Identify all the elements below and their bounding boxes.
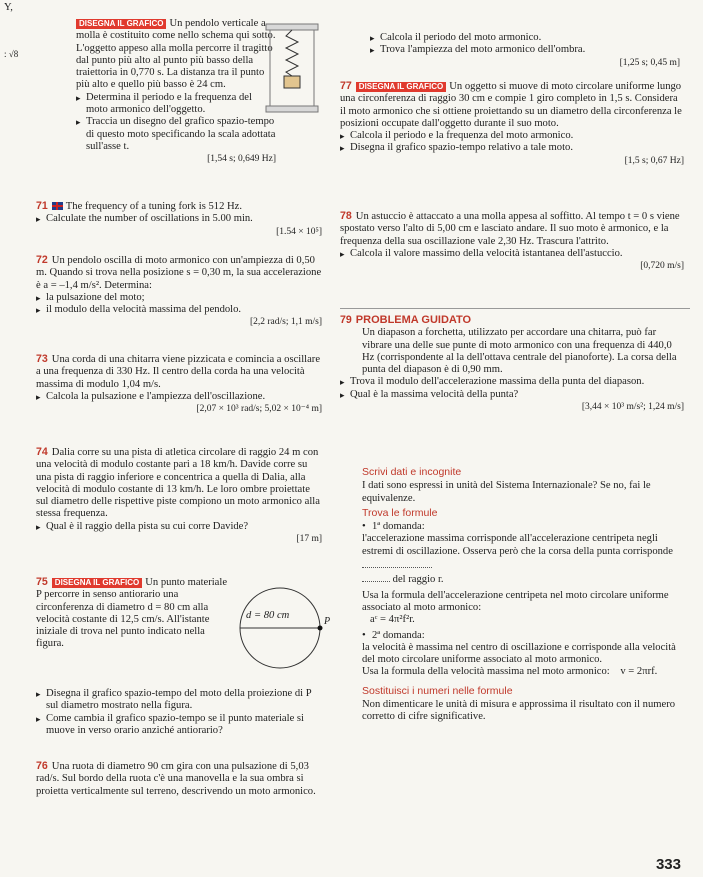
exercise-74 [36,446,322,545]
step-text: l'accelerazione massima corrisponde all'accelerazione centripeta negli estremi di oscillazione. Osserva però che la corsa della punta corrisponde [362,533,684,572]
english-flag-icon [52,202,63,210]
prev-exercise-questions [370,32,680,69]
question: ▸ la pulsazione del moto; [36,292,322,304]
step-subtitle: • 2ª domanda: [362,630,684,642]
exercise-78 [340,210,684,272]
answer: [17 m] [296,534,322,545]
question: ▸ Qual è il raggio della pista su cui corre Davide? [36,521,322,533]
question: ▸ Disegna il grafico spazio-tempo relativo a tale moto. [340,142,684,154]
blank-line [362,572,390,582]
step-text: I dati sono espressi in unità del Sistema Internazionale? Se no, fai le equivalenze. [362,480,651,504]
question: ▸ Calculate the number of oscillations in 5.00 min. [36,213,322,225]
step-heading: Scrivi dati e incognite [362,466,462,478]
exercise-71 [36,200,322,238]
step-subtitle: • 1ª domanda: [362,521,684,533]
draw-graph-tag: DISEGNA IL GRAFICO [76,19,166,29]
draw-graph-tag: DISEGNA IL GRAFICO [356,82,446,92]
divider [340,308,690,309]
question: ▸ Come cambia il grafico spazio-tempo se il punto materiale si muove in verso orario anziché antiorario? [36,713,326,738]
formula: aᶜ = 4π²f²r. [370,614,415,626]
exercise-72-text: 72 Un pendolo oscilla di moto armonico con un'ampiezza di 0,50 m. Quando si trova nella posizione s = 0,30 m, la sua accelerazione è a = –1,4 m/s². Determina: [36,254,322,291]
answer: [1,54 s; 0,649 Hz] [207,154,276,165]
margin-mark: : √8 [4,49,19,59]
answer: [2,2 rad/s; 1,1 m/s] [249,317,322,328]
question: ▸ Determina il periodo e la frequenza del moto armonico dell'oggetto. [76,92,276,117]
step-text: Usa la formula della velocità massima nel moto armonico: v = 2πrf. [362,666,658,678]
exercise-71-text: 71 The frequency of a tuning fork is 512 Hz. [36,200,243,212]
answer: [1,5 s; 0,67 Hz] [624,155,684,166]
answer: [3,44 × 10³ m/s²; 1,24 m/s] [581,402,684,413]
answer: [0,720 m/s] [640,261,684,272]
answer: [2,07 × 10³ rad/s; 5,02 × 10⁻⁴ m] [196,404,322,415]
formula: v = 2πrf. [620,666,658,678]
question: ▸ Disegna il grafico spazio-tempo del moto della proiezione di P sul diametro mostrato nella figura. [36,688,326,713]
exercise-77 [340,80,684,167]
exercise-79-text: Un diapason a forchetta, utilizzato per accordare una chitarra, può far vibrare una delle sue punte di moto armonico con una frequenza di 440,0 Hz (corrispondente al la dell'ottava centrale del pianoforte). La corsa della punta del diapason è di 0,90 mm. [362,327,677,376]
page-number: 333 [655,855,681,873]
step-text: la velocità è massima nel centro di oscillazione e corrisponde alla velocità del moto circolare uniforme associato al moto armonico. [362,641,676,666]
exercise-76 [36,760,332,798]
margin-mark: Y, [4,2,13,13]
circle-svg [230,580,330,680]
exercise-70 [76,18,276,166]
question: ▸ Trova il modulo dell'accelerazione massima della punta del diapason. [340,376,684,388]
spring-figure [262,22,322,117]
exercise-70-text: DISEGNA IL GRAFICO Un pendolo verticale a molla è costituito come nello schema qui sotto. L'oggetto appeso alla molla percorre il tragitto dal punto più alto al punto più basso della traiettoria in 0,770 s. La distanza tra il punto più alto e quello più basso è 24 cm. [76,18,276,91]
exercise-79-title: 79 PROBLEMA GUIDATO [340,314,472,326]
question: ▸ il modulo della velocità massima del pendolo. [36,304,322,316]
exercise-78-text: 78 Un astuccio è attaccato a una molla appesa al soffitto. Al tempo t = 0 s viene spostato verso l'alto di 5,00 cm e lasciato andare. Il suo moto è armonico, e la frequenza della sua oscillazione vale 2,30 Hz. Trascura l'attrito. [340,210,680,247]
step-text: Usa la formula dell'accelerazione centripeta nel moto circolare uniforme associato al moto armonico: [362,589,669,613]
question: ▸ Trova l'ampiezza del moto armonico dell'ombra. [370,44,680,56]
question: ▸ Traccia un disegno del grafico spazio-tempo di questo moto specificando la scala adottata sull'asse t. [76,116,276,153]
diameter-label: d = 80 cm [246,610,290,621]
exercise-72 [36,254,322,329]
exercise-77-text: 77 DISEGNA IL GRAFICO Un oggetto si muove di moto circolare uniforme lungo una circonferenza di raggio 30 cm e compie 1 giro completo in 1,5 s. Considera il moto armonico che si ottiene proiettando su un diametro della circonferenza le posizioni occupate dall'oggetto durante il suo moto. [340,80,682,129]
exercise-75 [36,576,230,651]
exercise-74-text: 74 Dalia corre su una pista di atletica circolare di raggio 24 m con una velocità di modulo costante pari a 18 km/h. Davide corre su una pista di raggio inferiore e concentrica a quella di Dalia, alla velocità di modulo costante di 13 km/h. Le loro ombre proiettate sul diametro delle rispettive piste compiono un moto armonico alla stessa frequenza. [36,446,320,520]
blank-line [362,558,432,568]
exercise-73-text: 73 Una corda di una chitarra viene pizzicata e comincia a oscillare a una frequenza di 330 Hz. Il centro della corda ha una velocità massima di modulo 1,04 m/s. [36,353,321,390]
step-heading: Sostituisci i numeri nelle formule [362,684,513,697]
answer: [1,25 s; 0,45 m] [619,57,680,68]
guided-steps [362,464,684,724]
draw-graph-tag: DISEGNA IL GRAFICO [52,578,142,588]
question: ▸ Calcola la pulsazione e l'ampiezza dell'oscillazione. [36,391,322,403]
exercise-79 [340,314,684,413]
circle-figure [230,580,330,680]
question: ▸ Qual è la massima velocità della punta? [340,389,684,401]
question: ▸ Calcola il periodo del moto armonico. [370,32,680,44]
exercise-73 [36,353,322,415]
question: ▸ Calcola il valore massimo della velocità istantanea dell'astuccio. [340,248,684,260]
question: ▸ Calcola il periodo e la frequenza del moto armonico. [340,130,684,142]
exercise-76-text: 76 Una ruota di diametro 90 cm gira con una pulsazione di 5,03 rad/s. Sul bordo della ruota c'è una manovella e la sua ombra si proietta verticalmente sul terreno, descrivendo un moto armonico. [36,760,316,797]
step-text: Non dimenticare le unità di misura e approssima il risultato con il numero corretto di cifre significative. [362,699,676,723]
answer: [1.54 × 10⁵] [276,226,322,237]
point-label: P [324,616,331,627]
exercise-75-questions [36,688,326,737]
step-text: del raggio r. [362,572,684,586]
step-heading: Trova le formule [362,506,438,519]
spring-svg [262,22,322,117]
exercise-75-text: 75 DISEGNA IL GRAFICO Un punto materiale P percorre in senso antiorario una circonferenza di diametro d = 80 cm alla velocità costante di 12,5 cm/s. All'istante iniziale di trova nel punto indicato nella figura. [36,576,228,650]
